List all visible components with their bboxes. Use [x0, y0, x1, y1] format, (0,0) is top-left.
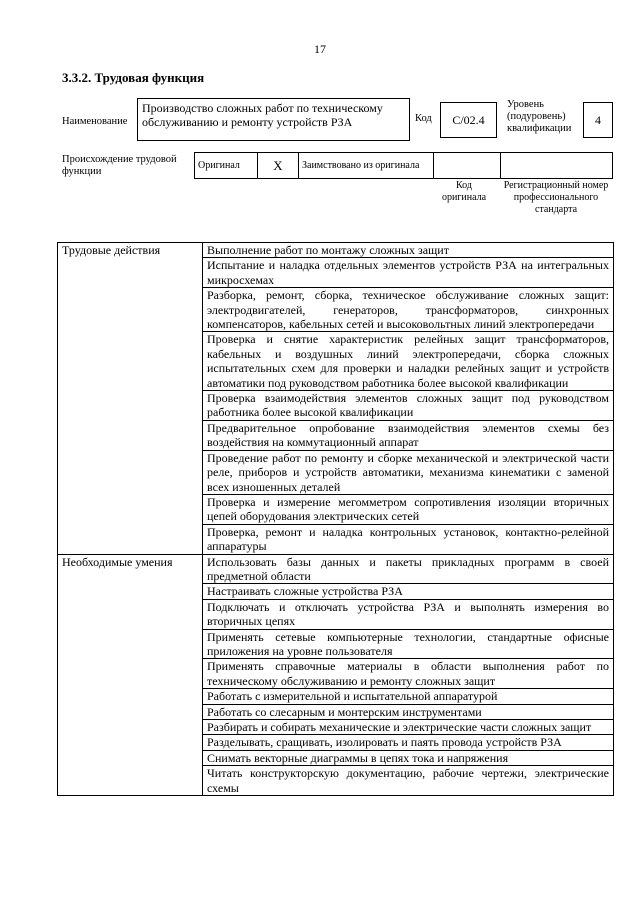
level-value: 4 [583, 102, 613, 138]
section-title: 3.3.2. Трудовая функция [62, 70, 205, 85]
name-label: Наименование [62, 116, 128, 127]
labor-action-label: Трудовые действия [58, 243, 203, 555]
skill-item: Работать со слесарным и монтерским инструментами [203, 704, 614, 719]
function-name: Производство сложных работ по техническому обслуживанию и ремонту устройств РЗА [137, 98, 410, 141]
skill-item: Подключать и отключать устройства РЗА и выполнять измерения во вторичных цепях [203, 599, 614, 629]
labor-action-item: Проверка взаимодействия элементов сложных защит под руководством работника более высокой квалификации [203, 391, 614, 421]
code-original-cell [434, 153, 501, 179]
labor-action-row [58, 243, 614, 258]
skill-item: Применять сетевые компьютерные технологии, стандартные офисные приложения на уровне пользователя [203, 629, 614, 659]
function-table [57, 242, 614, 796]
labor-action-item: Проверка и снятие характеристик релейных защит трансформаторов, кабельных и воздушных линий электропередачи, сборка сложных испытательных схем для проверки и наладки релейных защит и устройств автоматики под руководством работника более высокой квалификации [203, 332, 614, 391]
skill-item: Снимать векторные диаграммы в цепях тока и напряжения [203, 750, 614, 765]
original-mark: X [258, 153, 299, 179]
code-value: С/02.4 [440, 102, 497, 138]
skill-label: Необходимые умения [58, 554, 203, 796]
level-label: Уровень (подуровень) квалификации [507, 99, 572, 134]
labor-action-item: Выполнение работ по монтажу сложных защит [203, 243, 614, 258]
code-original-caption: Код оригинала [441, 180, 487, 203]
labor-action-item: Разборка, ремонт, сборка, техническое обслуживание сложных защит: электродвигателей, генераторов, трансформаторов, синхронных компенсаторов, кабельных сетей и высоковольтных линий электропередачи [203, 288, 614, 332]
skill-row [58, 554, 614, 584]
borrowed-label: Заимствовано из оригинала [299, 153, 434, 179]
skill-item: Разделывать, сращивать, изолировать и паять провода устройств РЗА [203, 735, 614, 750]
labor-action-item: Проверка и измерение мегомметром сопротивления изоляции вторичных цепей оборудования электрических сетей [203, 494, 614, 524]
labor-action-item: Проведение работ по ремонту и сборке механической и электрической части реле, приборов и устройств автоматики, механизма кинематики с заменой всех изношенных деталей [203, 450, 614, 494]
original-label: Оригинал [195, 153, 258, 179]
origin-label: Происхождение трудовой функции [62, 154, 177, 177]
skill-item: Читать конструкторскую документацию, рабочие чертежи, электрические схемы [203, 766, 614, 796]
skill-item: Разбирать и собирать механические и электрические части сложных защит [203, 720, 614, 735]
page-number: 17 [314, 42, 326, 56]
labor-action-item: Испытание и наладка отдельных элементов устройств РЗА на интегральных микросхемах [203, 258, 614, 288]
skill-item: Настраивать сложные устройства РЗА [203, 584, 614, 599]
skill-item: Работать с измерительной и испытательной аппаратурой [203, 689, 614, 704]
reg-number-caption: Регистрационный номер профессионального стандарта [503, 180, 609, 215]
labor-action-item: Проверка, ремонт и наладка контрольных установок, контактно-релейной аппаратуры [203, 524, 614, 554]
code-label: Код [415, 113, 432, 124]
skill-item: Применять справочные материалы в области выполнения работ по техническому обслуживанию и ремонту сложных защит [203, 659, 614, 689]
origin-table [194, 152, 613, 179]
labor-action-item: Предварительное опробование взаимодействия элементов схемы без воздействия на коммутационный аппарат [203, 420, 614, 450]
reg-number-cell [501, 153, 613, 179]
skill-item: Использовать базы данных и пакеты прикладных программ в своей предметной области [203, 554, 614, 584]
